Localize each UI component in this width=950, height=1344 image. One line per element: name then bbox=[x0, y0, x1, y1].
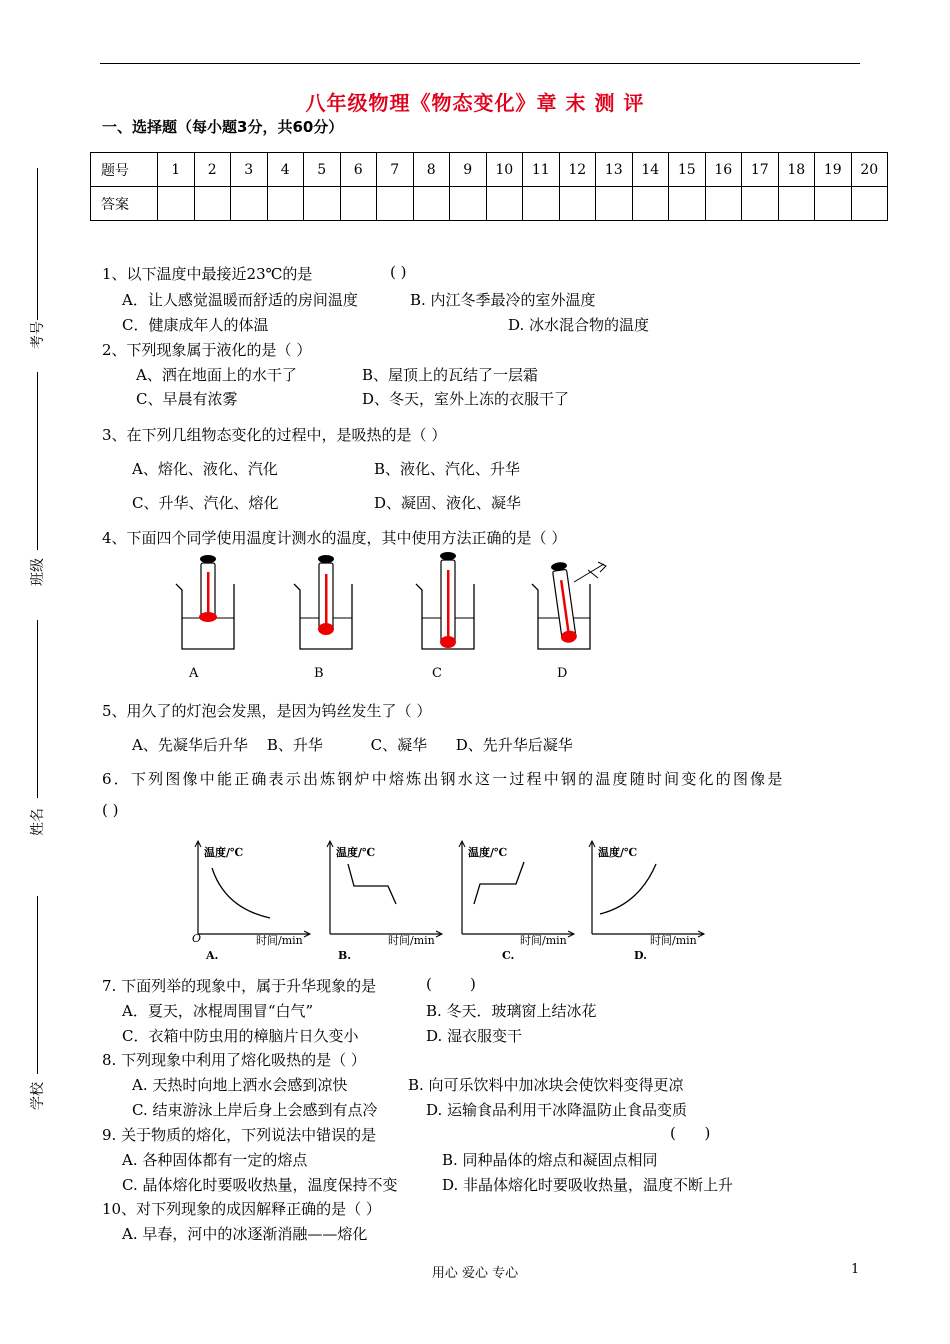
thermometer-c bbox=[416, 552, 474, 649]
q3-option-d: D、凝固、液化、凝华 bbox=[374, 494, 522, 512]
row-label-number: 题号 bbox=[91, 153, 158, 187]
q6-graphs bbox=[190, 838, 710, 964]
q9-option-a: A. 各种固体都有一定的熔点 bbox=[122, 1151, 308, 1169]
graph-a-xlabel: 时间/min bbox=[256, 934, 303, 947]
graph-d-ylabel: 温度/℃ bbox=[598, 846, 638, 859]
q7-option-b: B. 冬天．玻璃窗上结冰花 bbox=[426, 1002, 597, 1020]
q2-stem: 2、下列现象属于液化的是（ ） bbox=[102, 341, 312, 359]
side-label-class: 班级 bbox=[30, 558, 46, 586]
q3-option-c: C、升华、汽化、熔化 bbox=[132, 494, 279, 512]
number-cell: 9 bbox=[450, 153, 487, 187]
number-cell: 4 bbox=[267, 153, 304, 187]
q1-paren: ( ) bbox=[390, 263, 407, 281]
graph-c-label: C. bbox=[502, 949, 515, 962]
answer-cell[interactable] bbox=[596, 187, 633, 221]
side-line bbox=[37, 620, 38, 798]
q9-stem: 9. 关于物质的熔化，下列说法中错误的是 bbox=[102, 1126, 377, 1144]
answer-cell[interactable] bbox=[486, 187, 523, 221]
q6-stem: 6．下列图像中能正确表示出炼钢炉中熔炼出钢水这一过程中钢的温度随时间变化的图像是 bbox=[102, 770, 785, 788]
answer-cell[interactable] bbox=[158, 187, 195, 221]
q9-option-b: B. 同种晶体的熔点和凝固点相同 bbox=[442, 1151, 658, 1169]
graph-b-label: B. bbox=[338, 949, 352, 962]
number-cell: 12 bbox=[559, 153, 596, 187]
number-cell: 3 bbox=[231, 153, 268, 187]
side-line bbox=[37, 168, 38, 320]
q4-label-a: A bbox=[189, 666, 199, 681]
q3-option-a: A、熔化、液化、汽化 bbox=[132, 460, 278, 478]
q8-stem: 8. 下列现象中利用了熔化吸热的是（ ） bbox=[102, 1051, 366, 1069]
number-cell: 11 bbox=[523, 153, 560, 187]
answer-cell[interactable] bbox=[705, 187, 742, 221]
graph-d-xlabel: 时间/min bbox=[650, 934, 697, 947]
number-cell: 18 bbox=[778, 153, 815, 187]
q4-stem: 4、下面四个同学使用温度计测水的温度，其中使用方法正确的是（ ） bbox=[102, 529, 567, 547]
thermometer-figure bbox=[170, 552, 630, 660]
number-cell: 2 bbox=[194, 153, 231, 187]
q2-option-a: A、洒在地面上的水干了 bbox=[136, 366, 297, 384]
q1-option-c: C．健康成年人的体温 bbox=[122, 316, 269, 334]
q5-stem: 5、用久了的灯泡会发黑，是因为钨丝发生了（ ） bbox=[102, 702, 432, 720]
graph-c-xlabel: 时间/min bbox=[520, 934, 567, 947]
q4-label-d: D bbox=[557, 666, 568, 681]
table-row-answers bbox=[91, 187, 888, 221]
number-cell: 8 bbox=[413, 153, 450, 187]
graph-a-label: A. bbox=[206, 949, 219, 962]
number-cell: 10 bbox=[486, 153, 523, 187]
q7-stem: 7. 下面列举的现象中，属于升华现象的是 bbox=[102, 977, 377, 995]
row-label-answer: 答案 bbox=[91, 187, 158, 221]
side-label-name: 姓名 bbox=[30, 808, 46, 836]
q1-option-a: A．让人感觉温暖而舒适的房间温度 bbox=[122, 291, 358, 309]
answer-cell[interactable] bbox=[231, 187, 268, 221]
q7-option-c: C．衣箱中防虫用的樟脑片日久变小 bbox=[122, 1027, 359, 1045]
q3-option-b: B、液化、汽化、升华 bbox=[374, 460, 521, 478]
number-cell: 1 bbox=[158, 153, 195, 187]
answer-cell[interactable] bbox=[340, 187, 377, 221]
number-cell: 20 bbox=[851, 153, 888, 187]
q2-option-c: C、早晨有浓雾 bbox=[136, 390, 238, 408]
q9-paren: ( ) bbox=[670, 1124, 711, 1142]
q1-option-b: B. 内江冬季最冷的室外温度 bbox=[410, 291, 596, 309]
answer-cell[interactable] bbox=[632, 187, 669, 221]
answer-cell[interactable] bbox=[778, 187, 815, 221]
number-cell: 14 bbox=[632, 153, 669, 187]
thermometer-d bbox=[532, 561, 606, 649]
number-cell: 16 bbox=[705, 153, 742, 187]
q7-option-d: D. 湿衣服变干 bbox=[426, 1027, 523, 1045]
q10-stem: 10、对下列现象的成因解释正确的是（ ） bbox=[102, 1200, 381, 1218]
q7-option-a: A．夏天，冰棍周围冒“白气” bbox=[122, 1002, 314, 1020]
q9-option-d: D. 非晶体熔化时要吸收热量，温度不断上升 bbox=[442, 1176, 734, 1194]
q10-option-a: A. 早春，河中的冰逐渐消融——熔化 bbox=[122, 1225, 368, 1243]
answer-cell[interactable] bbox=[815, 187, 852, 221]
answer-cell[interactable] bbox=[194, 187, 231, 221]
answer-cell[interactable] bbox=[742, 187, 779, 221]
number-cell: 7 bbox=[377, 153, 414, 187]
answer-cell[interactable] bbox=[304, 187, 341, 221]
number-cell: 13 bbox=[596, 153, 633, 187]
answer-cell[interactable] bbox=[413, 187, 450, 221]
thermometer-a bbox=[176, 555, 234, 649]
q4-label-c: C bbox=[432, 666, 442, 681]
top-rule bbox=[100, 63, 860, 64]
page-title: 八年级物理《物态变化》章 末 测 评 bbox=[305, 91, 645, 115]
side-line bbox=[37, 372, 38, 550]
q1-stem: 1、以下温度中最接近23℃的是 bbox=[102, 265, 313, 283]
answer-cell[interactable] bbox=[851, 187, 888, 221]
q8-option-a: A. 天热时向地上洒水会感到凉快 bbox=[132, 1076, 348, 1094]
side-label-exam-no: 考号 bbox=[30, 321, 46, 349]
number-cell: 17 bbox=[742, 153, 779, 187]
graph-d-label: D. bbox=[634, 949, 647, 962]
page-number: 1 bbox=[851, 1262, 860, 1277]
answer-cell[interactable] bbox=[669, 187, 706, 221]
number-cell: 15 bbox=[669, 153, 706, 187]
q8-option-b: B. 向可乐饮料中加冰块会使饮料变得更凉 bbox=[408, 1076, 684, 1094]
answer-cell[interactable] bbox=[377, 187, 414, 221]
number-cell: 5 bbox=[304, 153, 341, 187]
table-row-numbers bbox=[91, 153, 888, 187]
graph-a-ylabel: 温度/℃ bbox=[204, 846, 244, 859]
number-cell: 6 bbox=[340, 153, 377, 187]
q8-option-d: D. 运输食品利用干冰降温防止食品变质 bbox=[426, 1101, 688, 1119]
graph-b-xlabel: 时间/min bbox=[388, 934, 435, 947]
q5-options: A、先凝华后升华 B、升华 C、凝华 D、先升华后凝华 bbox=[132, 736, 573, 754]
q2-option-d: D、冬天，室外上冻的衣服干了 bbox=[362, 390, 570, 408]
graph-c-ylabel: 温度/℃ bbox=[468, 846, 508, 859]
q1-option-d: D. 冰水混合物的温度 bbox=[508, 316, 650, 334]
thermometer-b bbox=[294, 555, 352, 649]
number-cell: 19 bbox=[815, 153, 852, 187]
side-label-school: 学校 bbox=[30, 1082, 46, 1110]
answer-table bbox=[90, 152, 888, 221]
q6-paren: ( ) bbox=[102, 801, 119, 819]
q4-label-b: B bbox=[314, 666, 324, 681]
q7-paren: ( ) bbox=[426, 975, 476, 993]
graph-a-origin: O bbox=[192, 932, 202, 945]
side-line bbox=[37, 896, 38, 1074]
graph-b-ylabel: 温度/℃ bbox=[336, 846, 376, 859]
section-heading: 一、选择题（每小题3分，共60分） bbox=[102, 118, 344, 136]
q2-option-b: B、屋顶上的瓦结了一层霜 bbox=[362, 366, 539, 384]
footer-text: 用心 爱心 专心 bbox=[431, 1266, 519, 1281]
q9-option-c: C. 晶体熔化时要吸收热量，温度保持不变 bbox=[122, 1176, 398, 1194]
answer-cell[interactable] bbox=[450, 187, 487, 221]
q8-option-c: C. 结束游泳上岸后身上会感到有点冷 bbox=[132, 1101, 378, 1119]
answer-cell[interactable] bbox=[267, 187, 304, 221]
q3-stem: 3、在下列几组物态变化的过程中，是吸热的是（ ） bbox=[102, 426, 447, 444]
answer-cell[interactable] bbox=[559, 187, 596, 221]
answer-cell[interactable] bbox=[523, 187, 560, 221]
